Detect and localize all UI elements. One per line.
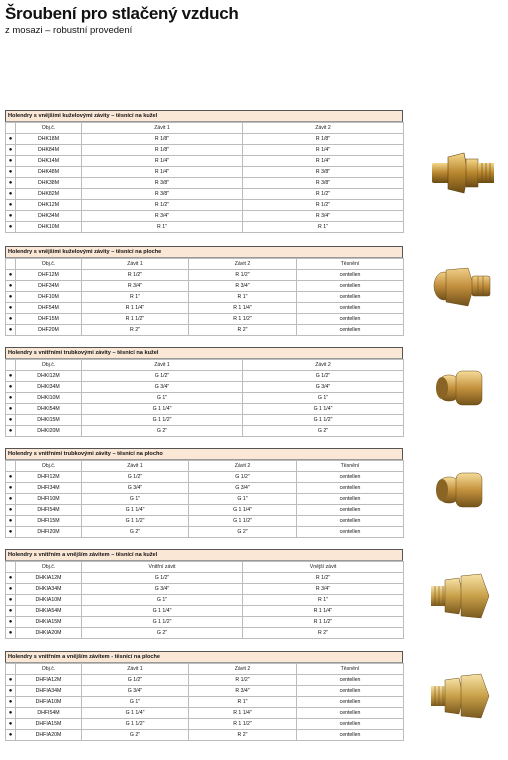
fitting-photo-3	[430, 365, 490, 410]
table-cell: centellen	[297, 314, 404, 325]
table-row	[6, 156, 404, 167]
table-row	[6, 628, 404, 639]
section-title: Holendry s vnitřním a vnějším závitem – těsnící na kužel	[5, 549, 403, 561]
table-row	[6, 134, 404, 145]
table-cell: R 1 1/4"	[243, 606, 404, 617]
table-cell: centellen	[297, 708, 404, 719]
header-spacer-cell	[6, 461, 16, 472]
bullet-icon: ●	[6, 606, 16, 617]
bullet-icon: ●	[6, 730, 16, 741]
order-number-cell: DHK10M	[16, 222, 82, 233]
table-cell: R 1/2"	[82, 270, 189, 281]
table-cell: G 1 1/2"	[82, 415, 243, 426]
column-header: Obj.č.	[16, 461, 82, 472]
table-cell: centellen	[297, 516, 404, 527]
table-cell: G 1"	[82, 595, 243, 606]
table-cell: G 1 1/4"	[82, 606, 243, 617]
fitting-photo-1	[428, 145, 498, 200]
header-spacer-cell	[6, 360, 16, 371]
table-cell: R 2"	[189, 730, 297, 741]
bullet-icon: ●	[6, 281, 16, 292]
table-cell: R 1/8"	[82, 145, 243, 156]
table-cell: R 3/4"	[243, 584, 404, 595]
table-cell: R 1"	[189, 292, 297, 303]
bullet-icon: ●	[6, 527, 16, 538]
product-section	[5, 448, 403, 538]
bullet-icon: ●	[6, 211, 16, 222]
product-section	[5, 347, 403, 437]
table-cell: centellen	[297, 675, 404, 686]
bullet-icon: ●	[6, 494, 16, 505]
table-cell: G 3/4"	[189, 483, 297, 494]
table-cell: R 1 1/2"	[243, 617, 404, 628]
bullet-icon: ●	[6, 483, 16, 494]
table-cell: centellen	[297, 303, 404, 314]
table-cell: R 3/4"	[82, 281, 189, 292]
order-number-cell: DHFI54M	[16, 708, 82, 719]
table-cell: R 1"	[82, 292, 189, 303]
header-spacer-cell	[6, 123, 16, 134]
order-number-cell: DHFI54M	[16, 505, 82, 516]
table-row	[6, 606, 404, 617]
table-cell: G 1"	[189, 494, 297, 505]
table-cell: R 1"	[82, 222, 243, 233]
table-header-row	[6, 664, 404, 675]
page-title: Šroubení pro stlačený vzduch	[5, 4, 239, 23]
bullet-icon: ●	[6, 595, 16, 606]
table-row	[6, 505, 404, 516]
bullet-icon: ●	[6, 270, 16, 281]
table-row	[6, 211, 404, 222]
fitting-photo-6	[425, 668, 495, 723]
column-header: Závit 1	[82, 461, 189, 472]
table-cell: centellen	[297, 505, 404, 516]
order-number-cell: DHFIA20M	[16, 730, 82, 741]
table-cell: R 1/8"	[82, 134, 243, 145]
table-row	[6, 472, 404, 483]
order-number-cell: DHK12M	[16, 200, 82, 211]
table-row	[6, 584, 404, 595]
order-number-cell: DHK18M	[16, 134, 82, 145]
column-header: Obj.č.	[16, 259, 82, 270]
order-number-cell: DHKI20M	[16, 426, 82, 437]
order-number-cell: DHF20M	[16, 325, 82, 336]
order-number-cell: DHFI20M	[16, 527, 82, 538]
table-cell: G 1 1/4"	[189, 505, 297, 516]
table-cell: G 1 1/2"	[243, 415, 404, 426]
bullet-icon: ●	[6, 134, 16, 145]
table-cell: centellen	[297, 292, 404, 303]
order-number-cell: DHKIA10M	[16, 595, 82, 606]
page-subtitle: z mosazi – robustní provedení	[5, 25, 133, 36]
section-title: Holendry s vnitřními trubkovými závity – těsnící na plocho	[5, 448, 403, 460]
bullet-icon: ●	[6, 167, 16, 178]
header-spacer-cell	[6, 664, 16, 675]
table-header-row	[6, 123, 404, 134]
header-spacer-cell	[6, 259, 16, 270]
product-table	[5, 359, 404, 437]
table-row	[6, 303, 404, 314]
table-row	[6, 675, 404, 686]
column-header: Závit 1	[82, 360, 243, 371]
table-cell: R 1/2"	[243, 189, 404, 200]
order-number-cell: DHFI12M	[16, 472, 82, 483]
table-row	[6, 426, 404, 437]
table-cell: R 1/4"	[243, 145, 404, 156]
bullet-icon: ●	[6, 617, 16, 628]
column-header: Závit 1	[82, 123, 243, 134]
order-number-cell: DHK84M	[16, 145, 82, 156]
table-cell: G 3/4"	[82, 584, 243, 595]
column-header: Obj.č.	[16, 664, 82, 675]
table-row	[6, 393, 404, 404]
order-number-cell: DHK34M	[16, 211, 82, 222]
order-number-cell: DHFI15M	[16, 516, 82, 527]
table-cell: G 2"	[82, 730, 189, 741]
bullet-icon: ●	[6, 325, 16, 336]
product-table	[5, 561, 404, 639]
bullet-icon: ●	[6, 708, 16, 719]
table-row	[6, 292, 404, 303]
order-number-cell: DHF12M	[16, 270, 82, 281]
bullet-icon: ●	[6, 472, 16, 483]
table-row	[6, 719, 404, 730]
product-table	[5, 122, 404, 233]
table-cell: G 1 1/4"	[82, 708, 189, 719]
table-cell: R 1"	[243, 595, 404, 606]
column-header: Vnitřní závit	[82, 562, 243, 573]
product-section	[5, 549, 403, 639]
order-number-cell: DHK82M	[16, 189, 82, 200]
table-cell: R 1/2"	[189, 270, 297, 281]
table-cell: R 1"	[243, 222, 404, 233]
table-cell: centellen	[297, 270, 404, 281]
bullet-icon: ●	[6, 719, 16, 730]
table-cell: G 1"	[82, 494, 189, 505]
bullet-icon: ●	[6, 675, 16, 686]
table-cell: G 2"	[82, 426, 243, 437]
table-row	[6, 697, 404, 708]
table-row	[6, 222, 404, 233]
table-cell: R 1/2"	[243, 200, 404, 211]
table-cell: centellen	[297, 719, 404, 730]
order-number-cell: DHF54M	[16, 303, 82, 314]
bullet-icon: ●	[6, 292, 16, 303]
table-row	[6, 371, 404, 382]
section-title: Holendry s vnějšími kuželovými závity – těsnící na kužel	[5, 110, 403, 122]
bullet-icon: ●	[6, 628, 16, 639]
order-number-cell: DHFIA34M	[16, 686, 82, 697]
column-header: Závit 2	[189, 664, 297, 675]
table-cell: R 2"	[189, 325, 297, 336]
table-cell: R 1/2"	[243, 573, 404, 584]
table-cell: R 3/8"	[243, 178, 404, 189]
table-cell: G 1 1/2"	[189, 516, 297, 527]
order-number-cell: DHKI34M	[16, 382, 82, 393]
column-header: Těsnění	[297, 259, 404, 270]
table-cell: centellen	[297, 686, 404, 697]
table-cell: R 1/2"	[189, 675, 297, 686]
table-cell: G 1"	[82, 697, 189, 708]
section-title: Holendry s vnitřním a vnějším závitem - těsnící na ploche	[5, 651, 403, 663]
table-cell: R 1 1/4"	[82, 303, 189, 314]
column-header: Obj.č.	[16, 360, 82, 371]
product-table	[5, 663, 404, 741]
table-cell: R 2"	[82, 325, 189, 336]
table-cell: G 1 1/4"	[82, 404, 243, 415]
bullet-icon: ●	[6, 686, 16, 697]
table-row	[6, 516, 404, 527]
column-header: Závit 2	[243, 123, 404, 134]
table-cell: R 3/8"	[82, 178, 243, 189]
table-row	[6, 595, 404, 606]
table-row	[6, 404, 404, 415]
table-row	[6, 494, 404, 505]
column-header: Závit 2	[189, 259, 297, 270]
bullet-icon: ●	[6, 382, 16, 393]
order-number-cell: DHKI15M	[16, 415, 82, 426]
order-number-cell: DHKI54M	[16, 404, 82, 415]
column-header: Závit 1	[82, 259, 189, 270]
table-cell: G 1 1/2"	[82, 516, 189, 527]
bullet-icon: ●	[6, 697, 16, 708]
order-number-cell: DHKI12M	[16, 371, 82, 382]
table-cell: R 1 1/4"	[189, 708, 297, 719]
table-cell: G 3/4"	[82, 382, 243, 393]
table-cell: R 3/8"	[82, 189, 243, 200]
table-cell: G 3/4"	[243, 382, 404, 393]
bullet-icon: ●	[6, 573, 16, 584]
table-cell: R 1/2"	[82, 200, 243, 211]
bullet-icon: ●	[6, 393, 16, 404]
table-row	[6, 314, 404, 325]
bullet-icon: ●	[6, 426, 16, 437]
table-row	[6, 145, 404, 156]
order-number-cell: DHK14M	[16, 156, 82, 167]
table-row	[6, 325, 404, 336]
order-number-cell: DHKIA12M	[16, 573, 82, 584]
header-spacer-cell	[6, 562, 16, 573]
bullet-icon: ●	[6, 404, 16, 415]
fitting-photo-4	[430, 467, 490, 512]
order-number-cell: DHK48M	[16, 167, 82, 178]
table-cell: R 1/4"	[82, 167, 243, 178]
table-cell: R 3/4"	[189, 686, 297, 697]
column-header: Obj.č.	[16, 123, 82, 134]
table-cell: R 1 1/2"	[189, 719, 297, 730]
order-number-cell: DHFIA15M	[16, 719, 82, 730]
table-cell: centellen	[297, 281, 404, 292]
table-cell: G 1 1/4"	[243, 404, 404, 415]
table-cell: G 1"	[82, 393, 243, 404]
product-section	[5, 246, 403, 336]
table-header-row	[6, 562, 404, 573]
bullet-icon: ●	[6, 200, 16, 211]
table-header-row	[6, 360, 404, 371]
table-cell: G 2"	[189, 527, 297, 538]
table-row	[6, 281, 404, 292]
column-header: Závit 1	[82, 664, 189, 675]
product-section	[5, 110, 403, 233]
order-number-cell: DHKIA15M	[16, 617, 82, 628]
bullet-icon: ●	[6, 303, 16, 314]
bullet-icon: ●	[6, 516, 16, 527]
table-row	[6, 527, 404, 538]
table-cell: centellen	[297, 730, 404, 741]
order-number-cell: DHK38M	[16, 178, 82, 189]
table-cell: centellen	[297, 472, 404, 483]
section-title: Holendry s vnitřními trubkovými závity – těsnící na kužel	[5, 347, 403, 359]
order-number-cell: DHFIA12M	[16, 675, 82, 686]
order-number-cell: DHFI10M	[16, 494, 82, 505]
table-cell: G 1/2"	[82, 472, 189, 483]
table-cell: R 1 1/2"	[82, 314, 189, 325]
bullet-icon: ●	[6, 156, 16, 167]
table-cell: R 3/4"	[243, 211, 404, 222]
table-row	[6, 573, 404, 584]
table-row	[6, 189, 404, 200]
table-cell: R 3/4"	[189, 281, 297, 292]
table-row	[6, 415, 404, 426]
table-header-row	[6, 259, 404, 270]
column-header: Závit 2	[243, 360, 404, 371]
table-cell: R 1 1/4"	[189, 303, 297, 314]
order-number-cell: DHKIA34M	[16, 584, 82, 595]
table-row	[6, 617, 404, 628]
product-table	[5, 258, 404, 336]
bullet-icon: ●	[6, 371, 16, 382]
bullet-icon: ●	[6, 222, 16, 233]
column-header: Vnější závit	[243, 562, 404, 573]
bullet-icon: ●	[6, 178, 16, 189]
table-row	[6, 167, 404, 178]
table-cell: centellen	[297, 527, 404, 538]
table-row	[6, 382, 404, 393]
table-cell: G 1/2"	[82, 675, 189, 686]
table-row	[6, 270, 404, 281]
table-cell: centellen	[297, 494, 404, 505]
product-table	[5, 460, 404, 538]
table-cell: G 1/2"	[82, 573, 243, 584]
table-cell: R 2"	[243, 628, 404, 639]
table-cell: G 3/4"	[82, 686, 189, 697]
table-row	[6, 178, 404, 189]
table-cell: G 2"	[82, 527, 189, 538]
section-title: Holendry s vnějšími kuželovými závity – těsnící na ploche	[5, 246, 403, 258]
order-number-cell: DHF15M	[16, 314, 82, 325]
bullet-icon: ●	[6, 189, 16, 200]
bullet-icon: ●	[6, 415, 16, 426]
order-number-cell: DHKIA54M	[16, 606, 82, 617]
table-row	[6, 686, 404, 697]
table-cell: centellen	[297, 325, 404, 336]
table-cell: R 1/8"	[243, 134, 404, 145]
bullet-icon: ●	[6, 314, 16, 325]
bullet-icon: ●	[6, 584, 16, 595]
table-cell: centellen	[297, 697, 404, 708]
product-section	[5, 651, 403, 741]
table-row	[6, 200, 404, 211]
table-cell: R 3/4"	[82, 211, 243, 222]
order-number-cell: DHF34M	[16, 281, 82, 292]
table-row	[6, 730, 404, 741]
table-cell: G 1/2"	[189, 472, 297, 483]
table-cell: G 3/4"	[82, 483, 189, 494]
order-number-cell: DHKI10M	[16, 393, 82, 404]
fitting-photo-5	[425, 568, 495, 623]
table-cell: R 1/4"	[243, 156, 404, 167]
order-number-cell: DHFIA10M	[16, 697, 82, 708]
table-row	[6, 708, 404, 719]
column-header: Těsnění	[297, 664, 404, 675]
table-header-row	[6, 461, 404, 472]
table-cell: R 1"	[189, 697, 297, 708]
table-row	[6, 483, 404, 494]
column-header: Obj.č.	[16, 562, 82, 573]
table-cell: R 1 1/2"	[189, 314, 297, 325]
table-cell: R 3/8"	[243, 167, 404, 178]
order-number-cell: DHKIA20M	[16, 628, 82, 639]
table-cell: G 2"	[82, 628, 243, 639]
table-cell: G 1/2"	[243, 371, 404, 382]
column-header: Těsnění	[297, 461, 404, 472]
table-cell: G 1 1/2"	[82, 617, 243, 628]
table-cell: R 1/4"	[82, 156, 243, 167]
order-number-cell: DHF10M	[16, 292, 82, 303]
column-header: Závit 2	[189, 461, 297, 472]
table-cell: G 1"	[243, 393, 404, 404]
table-cell: centellen	[297, 483, 404, 494]
bullet-icon: ●	[6, 505, 16, 516]
bullet-icon: ●	[6, 145, 16, 156]
table-cell: G 1/2"	[82, 371, 243, 382]
order-number-cell: DHFI34M	[16, 483, 82, 494]
table-cell: G 2"	[243, 426, 404, 437]
fitting-photo-2	[430, 262, 495, 312]
table-cell: G 1 1/4"	[82, 505, 189, 516]
table-cell: G 1 1/2"	[82, 719, 189, 730]
